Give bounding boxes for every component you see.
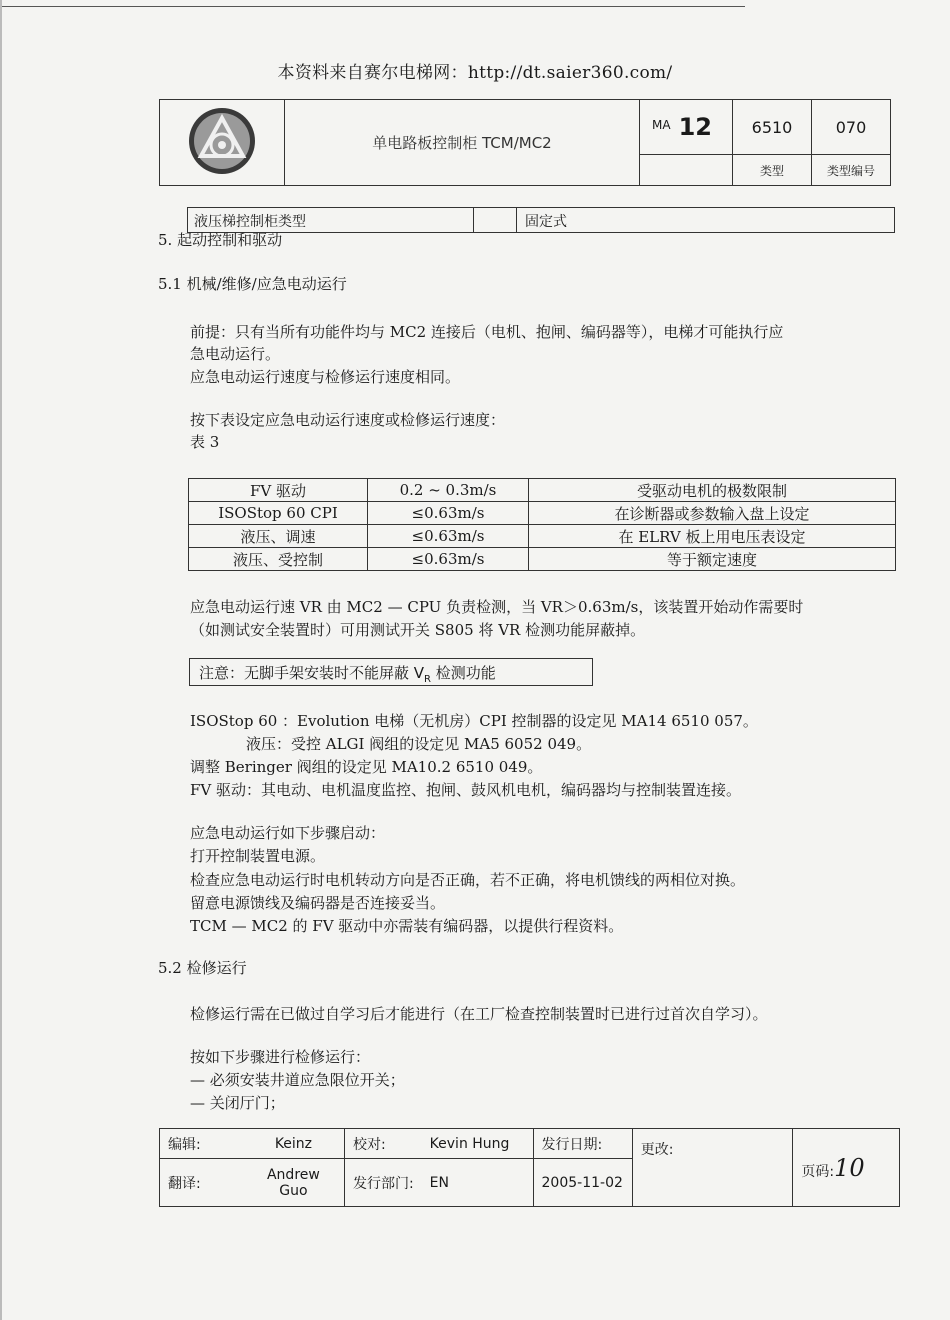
table-row [189, 525, 896, 548]
inspection-step-2: — 关闭厅门； [190, 1094, 285, 1112]
type-number: 070 [812, 100, 891, 155]
left-page-edge [0, 0, 2, 1320]
drive-cell: 液压、调速 [189, 525, 368, 548]
thyssen-logo-icon [187, 106, 257, 176]
document-title: 单电路板控制柜 TCM/MC2 [285, 100, 640, 186]
drive-cell: FV 驱动 [189, 479, 368, 502]
note-cell: 受驱动电机的极数限制 [529, 479, 896, 502]
steps-line-4: 留意电源馈线及编码器是否连接妥当。 [190, 894, 446, 912]
ma-number: 12 [678, 113, 712, 141]
table-intro: 按下表设定应急电动运行速度或检修运行速度： [190, 411, 506, 429]
drive-cell: ISOStop 60 CPI [189, 502, 368, 525]
controller-type-value: 固定式 [525, 214, 567, 230]
table-row [189, 479, 896, 502]
issue-date: 2005-11-02 [533, 1159, 632, 1207]
logo-cell [160, 100, 285, 186]
ma-label: MA [652, 118, 671, 132]
proofreader-name: Kevin Hung [422, 1129, 533, 1159]
same-speed-text: 应急电动运行速度与检修运行速度相同。 [190, 368, 461, 386]
controller-type-label: 液压梯控制柜类型 [194, 214, 306, 230]
editor-label: 编辑: [160, 1129, 243, 1159]
inspection-line-1: 检修运行需在已做过自学习后才能进行（在工厂检查控制装置时已进行过首次自学习）。 [190, 1005, 768, 1023]
note-cell: 在诊断器或参数输入盘上设定 [529, 502, 896, 525]
note-cell: 等于额定速度 [529, 548, 896, 571]
table-label: 表 3 [190, 433, 220, 451]
speed-cell: ≤0.63m/s [368, 548, 529, 571]
vr-text-line-1: 应急电动运行速 VR 由 MC2 — CPU 负责检测，当 VR＞0.63m/s，该装置开始动作需要时 [190, 598, 804, 616]
date-label: 发行日期: [533, 1129, 632, 1159]
divider [516, 208, 517, 232]
speed-cell: ≤0.63m/s [368, 502, 529, 525]
divider [473, 208, 474, 232]
page-label: 页码: [801, 1163, 835, 1180]
type-label: 类型 [733, 155, 812, 186]
note-text [199, 662, 496, 685]
translator-label: 翻译: [160, 1159, 243, 1207]
inspection-step-1: — 必须安装井道应急限位开关； [190, 1071, 405, 1089]
speed-cell: 0.2 ~ 0.3m/s [368, 479, 529, 502]
table-row [189, 548, 896, 571]
reference-line-1: ISOStop 60 ：Evolution 电梯（无机房）CPI 控制器的设定见 MA14 6510 057。 [190, 712, 758, 730]
document-footer [159, 1128, 900, 1207]
steps-line-1: 应急电动运行如下步骤启动： [190, 824, 386, 842]
top-border-line [0, 0, 745, 7]
translator-name: Andrew Guo [243, 1159, 345, 1207]
ma-number-cell [640, 100, 733, 155]
type-code: 6510 [733, 100, 812, 155]
page-number: 10 [834, 1153, 865, 1182]
note-prefix: 注意：无脚手架安装时不能屏蔽 V [199, 664, 425, 682]
section-5-title: 5. 起动控制和驱动 [158, 231, 283, 249]
source-line: 本资料来自赛尔电梯网：http://dt.saier360.com/ [277, 63, 673, 83]
page-cell [793, 1129, 900, 1207]
steps-line-5: TCM — MC2 的 FV 驱动中亦需装有编码器，以提供行程资料。 [190, 917, 624, 935]
controller-type-box [187, 207, 895, 233]
change-label: 更改: [632, 1129, 793, 1207]
note-suffix: 检测功能 [430, 664, 496, 682]
section-5-2-title: 5.2 检修运行 [158, 959, 247, 977]
dept-name: EN [422, 1159, 533, 1207]
premise-line-1: 前提：只有当所有功能件均与 MC2 连接后（电机、抱闸、编码器等），电梯才可能执行应 [190, 323, 784, 341]
dept-label: 发行部门: [344, 1159, 421, 1207]
note-subscript: R [424, 674, 431, 685]
empty-cell [640, 155, 733, 186]
reference-line-2: 液压：受控 ALGI 阀组的设定见 MA5 6052 049。 [246, 735, 592, 753]
inspection-line-2: 按如下步骤进行检修运行： [190, 1048, 371, 1066]
editor-name: Keinz [243, 1129, 345, 1159]
steps-line-3: 检查应急电动运行时电机转动方向是否正确，若不正确，将电机馈线的两相位对换。 [190, 871, 746, 889]
reference-line-3: 调整 Beringer 阀组的设定见 MA10.2 6510 049。 [190, 758, 543, 776]
steps-line-2: 打开控制装置电源。 [190, 847, 326, 865]
note-cell: 在 ELRV 板上用电压表设定 [529, 525, 896, 548]
speed-table [188, 478, 896, 571]
premise-line-2: 急电动运行。 [190, 345, 281, 363]
section-5-1-title: 5.1 机械/维修/应急电动运行 [158, 275, 347, 293]
vr-text-line-2: （如测试安全装置时）可用测试开关 S805 将 VR 检测功能屏蔽掉。 [190, 621, 646, 639]
proof-label: 校对: [344, 1129, 421, 1159]
speed-cell: ≤0.63m/s [368, 525, 529, 548]
table-row [189, 502, 896, 525]
document-header [159, 99, 891, 186]
reference-line-4: FV 驱动：其电动、电机温度监控、抱闸、鼓风机电机，编码器均与控制装置连接。 [190, 781, 742, 799]
drive-cell: 液压、受控制 [189, 548, 368, 571]
note-box [189, 658, 593, 686]
type-number-label: 类型编号 [812, 155, 891, 186]
